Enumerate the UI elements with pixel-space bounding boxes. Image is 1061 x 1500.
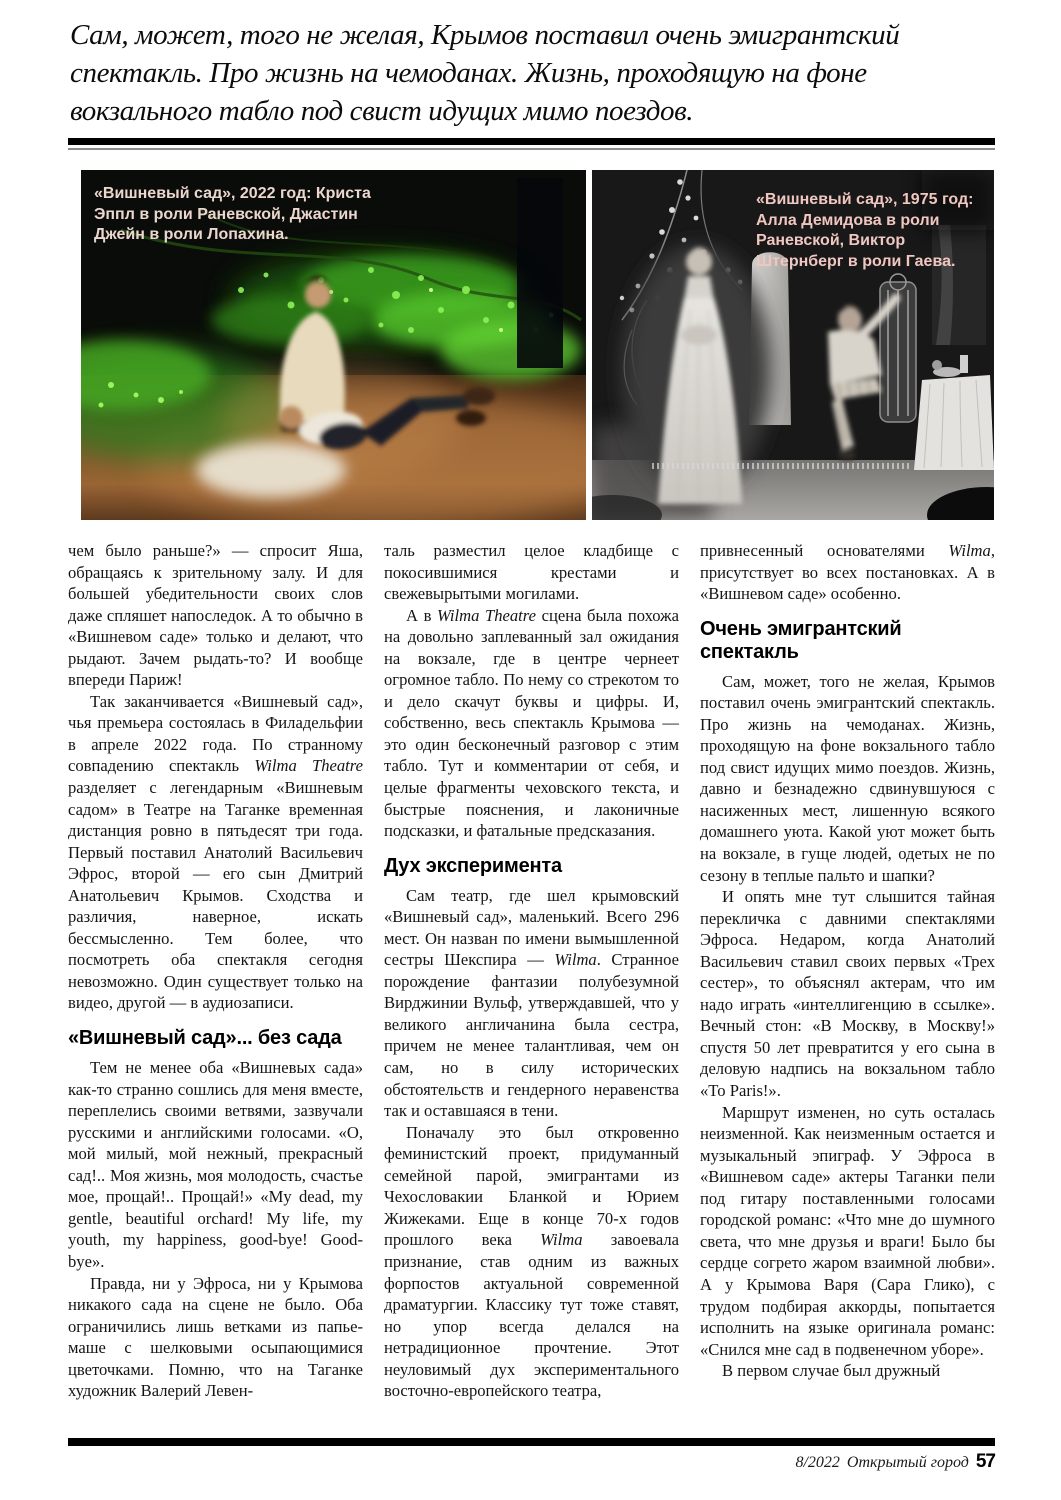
paragraph-text: . Странное порождение фантазии полубезумной Вирджинии Вульф, утверждавшей, что у великого англичанина была сестра, причем не менее талантливая, чем он сам, но в силу исторических обстоятельств и гендерного неравенства так и оставшаяся в тени. xyxy=(384,950,679,1121)
column-2 xyxy=(384,540,679,1436)
paragraph xyxy=(700,671,995,886)
paragraph xyxy=(68,691,363,1014)
folio xyxy=(795,1451,995,1473)
photo-spread xyxy=(81,170,994,520)
paragraph xyxy=(68,1057,363,1272)
theatre-name: Wilma xyxy=(540,1230,583,1250)
paragraph xyxy=(700,1360,995,1382)
issue-number: 8/2022 xyxy=(795,1454,840,1471)
paragraph-text: Сам театр, где шел крымовский «Вишневый сад», маленький. Всего 296 мест. Он назван по имени вымышленной сестры Шекспира — xyxy=(384,885,679,970)
paragraph xyxy=(384,885,679,1122)
paragraph xyxy=(700,886,995,1101)
paragraph-text: привнесенный основателями xyxy=(700,541,949,560)
footer-rule xyxy=(68,1438,995,1446)
paragraph-text: Поначалу это был откровенно феминистский проект, придуманный семейной парой, эмигрантами из Чехословакии Бланкой и Юрием Жижеками. Еще в конце 70-х годов прошлого века xyxy=(384,1122,679,1250)
paragraph-text: сцена была похожа на довольно заплеванный зал ожидания на вокзале, где в центре чернеет огромное табло. По нему со стрекотом то и дело скачут буквы и цифры. И, собственно, весь спектакль Крымова — это один бесконечный разговор с этим табло. Тут и комментарии от себя, и целые фрагменты чеховского текста, и быстрые пояснения, и лаконичные подсказки, и фатальные предсказания. xyxy=(384,605,679,841)
photo-2022 xyxy=(81,170,586,520)
column-1 xyxy=(68,540,363,1436)
subhead-spirit-of-experiment: Дух эксперимента xyxy=(384,854,562,877)
theatre-name: Wilma Theatre xyxy=(254,756,363,776)
article-body xyxy=(68,540,995,1436)
paragraph-text: , присутствует во всех постановках. А в «Вишневом саде» особенно. xyxy=(700,541,995,604)
photo-1975-caption: «Вишневый сад», 1975 год: Алла Демидова в роли Раневской, Виктор Штернберг в роли Гаева. xyxy=(756,191,974,270)
photo-1975 xyxy=(592,170,994,520)
page-number: 57 xyxy=(975,1451,995,1472)
subhead-orchard-without-garden: «Вишневый сад»... без сада xyxy=(68,1027,342,1050)
paragraph-text: Тем не менее оба «Вишневых сада» как-то странно сошлись для меня вместе, переплелись своими ветвями, зазвучали русскими и английскими голосами. «О, мой милый, мой нежный, прекрасный сад!.. Моя жизнь, моя молодость, счастье мое, прощай!.. Прощай!» «My dead, my gentle, beautiful orchard! My life, my youth, my happiness, good-bye! Good-bye». xyxy=(68,1058,363,1271)
lede-quote: Сам, может, того не желая, Крымов поставил очень эмигрантский спектакль. Про жизнь на чемоданах. Жизнь, проходящую на фоне вокзального табло под свист идущих мимо поездов. xyxy=(70,19,900,127)
paragraph-text: Так заканчивается «Вишневый сад», чья премьера состоялась в Филадельфии в апреле 2022 года. По странному совпадению спектакль xyxy=(68,691,363,776)
column-3 xyxy=(700,540,995,1436)
paragraph-text: Сам, может, того не желая, Крымов поставил очень эмигрантский спектакль. Про жизнь на чемоданах. Жизнь, проходящую на фоне вокзального табло под свист идущих мимо поездов. Жизнь, давно и безнадежно сдвинувшуюся с насиженных мест, лишенную всякого домашнего уюта. Какой уют может быть на вокзале, в гуще людей, одетых не по сезону в теплые пальто и шапки? xyxy=(700,671,995,885)
header-rule xyxy=(68,138,995,151)
magazine-title: Открытый город xyxy=(846,1454,969,1471)
paragraph-text: чем было раньше?» — спросит Яша, обращаясь к зрительному залу. И для большей убедительности своих слов даже спляшет напоследок. А то обычно в «Вишневом саде» только и делают, что рыдают. Зачем рыдать-то? И вообще впереди Париж! xyxy=(68,541,363,690)
paragraph xyxy=(384,605,679,842)
paragraph xyxy=(68,1273,363,1402)
photo-2022-caption: «Вишневый сад», 2022 год: Криста Эппл в роли Раневской, Джастин Джейн в роли Лопахина. xyxy=(94,185,371,243)
paragraph xyxy=(68,540,363,691)
paragraph-text: разделяет с легендарным «Вишневым садом» в Театре на Таганке временная дистанция ровно в пятьдесят три года. Первый поставил Анатолий Васильевич Эфрос, второй — его сын Дмитрий Анатольевич Крымов. Сходства и различия, наверное, искать бессмысленно. Тем более, что посмотреть оба спектакля сегодня невозможно. Один существует только на видео, другой — в аудиозаписи. xyxy=(68,778,363,1013)
theatre-name: Wilma Theatre xyxy=(437,605,536,625)
paragraph-text: А в xyxy=(406,605,437,625)
paragraph xyxy=(700,1102,995,1361)
paragraph xyxy=(384,1122,679,1402)
theatre-name: Wilma xyxy=(554,950,597,970)
subhead-emigrant-play: Очень эмигрантский спектакль xyxy=(700,617,902,663)
paragraph-text: В первом случае был дружный xyxy=(722,1361,941,1381)
paragraph xyxy=(384,540,679,605)
paragraph-text: Правда, ни у Эфроса, ни у Крымова никакого сада на сцене не было. Оба ограничились лишь ветками из папье-маше с шелковыми осыпающимися цветочками. Помню, что на Таганке художник Валерий Левен- xyxy=(68,1273,363,1401)
paragraph-text: таль разместил целое кладбище с покосившимися крестами и свежевырытыми могилами. xyxy=(384,541,679,604)
paragraph-text: Маршрут изменен, но суть осталась неизменной. Как неизменным остается и музыкальный эпиграф. У Эфроса в «Вишневом саде» актеры Таганки пели под гитару поставленными голосами городской романс: «Что мне до шумного света, что мне друзья и враги! Было бы сердце согрето жаром взаимной любви». А у Крымова Варя (Сара Глико), с трудом подбирая аккорды, попытается исполнить на языке оригинала романс: «Снился мне сад в подвенечном уборе». xyxy=(700,1102,995,1359)
paragraph-text: И опять мне тут слышится тайная перекличка с давними спектаклями Эфроса. Недаром, когда Анатолий Васильевич ставил своих первых «Трех сестер», то объяснял актерам, что им надо играть «интеллигенцию в ссылке». Вечный стон: «В Москву, в Москву!» спустя 50 лет превратится у его сына в деловую надпись на вокзальном табло «To Paris!». xyxy=(700,887,995,1101)
paragraph xyxy=(700,540,995,605)
theatre-name: Wilma xyxy=(948,541,991,560)
paragraph-text: завоевала признание, став одним из важных форпостов актуальной современной драматургии. Классику тут тоже ставят, но упор всегда делался на нетрадиционное прочтение. Этот неуловимый дух экспериментального восточно-европейского театра, xyxy=(384,1230,679,1401)
